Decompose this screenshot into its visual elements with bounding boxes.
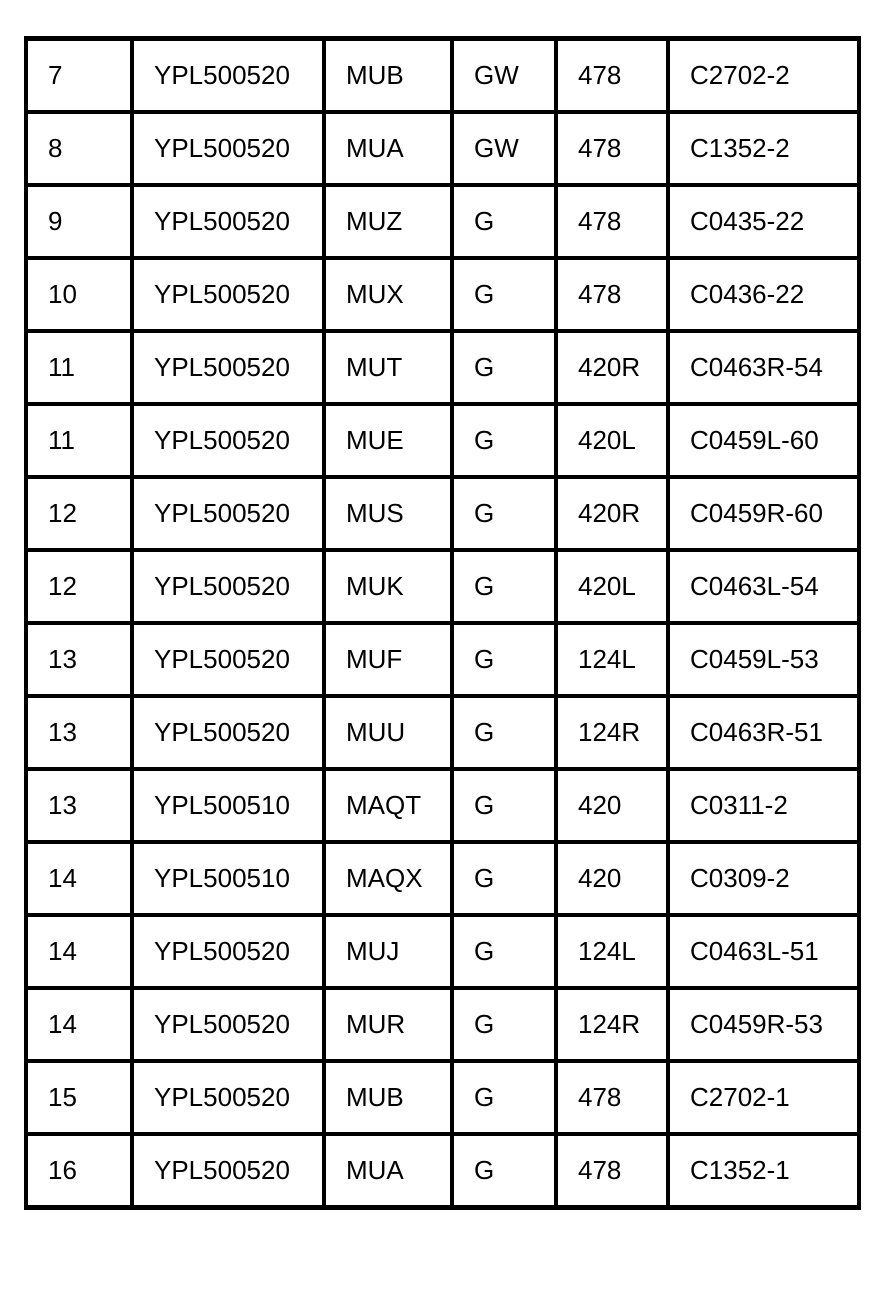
- code-cell: MUR: [324, 988, 452, 1061]
- type-cell: GW: [452, 112, 556, 185]
- table-row: [26, 550, 859, 623]
- size-cell: 124L: [556, 915, 668, 988]
- reference-cell: C0463R-54: [668, 331, 859, 404]
- part-number-cell: YPL500520: [132, 988, 324, 1061]
- row-number-cell: 8: [26, 112, 132, 185]
- reference-cell: C0463L-54: [668, 550, 859, 623]
- part-number-cell: YPL500520: [132, 258, 324, 331]
- size-cell: 420R: [556, 331, 668, 404]
- part-number-cell: YPL500520: [132, 477, 324, 550]
- reference-cell: C0435-22: [668, 185, 859, 258]
- row-number-cell: 14: [26, 915, 132, 988]
- code-cell: MUZ: [324, 185, 452, 258]
- reference-cell: C0309-2: [668, 842, 859, 915]
- reference-cell: C0459R-60: [668, 477, 859, 550]
- table-row: [26, 39, 859, 113]
- part-number-cell: YPL500520: [132, 1134, 324, 1208]
- part-number-cell: YPL500520: [132, 1061, 324, 1134]
- table-row: [26, 988, 859, 1061]
- type-cell: G: [452, 842, 556, 915]
- type-cell: G: [452, 696, 556, 769]
- type-cell: G: [452, 769, 556, 842]
- part-number-cell: YPL500520: [132, 112, 324, 185]
- table-row: [26, 112, 859, 185]
- part-number-cell: YPL500520: [132, 550, 324, 623]
- table-row: [26, 185, 859, 258]
- code-cell: MUE: [324, 404, 452, 477]
- reference-cell: C1352-1: [668, 1134, 859, 1208]
- type-cell: G: [452, 1134, 556, 1208]
- row-number-cell: 7: [26, 39, 132, 113]
- type-cell: G: [452, 331, 556, 404]
- size-cell: 478: [556, 258, 668, 331]
- reference-cell: C1352-2: [668, 112, 859, 185]
- size-cell: 478: [556, 112, 668, 185]
- size-cell: 124R: [556, 988, 668, 1061]
- table-row: [26, 1134, 859, 1208]
- size-cell: 478: [556, 1134, 668, 1208]
- table-row: [26, 477, 859, 550]
- type-cell: G: [452, 915, 556, 988]
- code-cell: MUA: [324, 112, 452, 185]
- size-cell: 420R: [556, 477, 668, 550]
- table-row: [26, 623, 859, 696]
- row-number-cell: 14: [26, 842, 132, 915]
- code-cell: MUK: [324, 550, 452, 623]
- type-cell: G: [452, 258, 556, 331]
- part-number-cell: YPL500520: [132, 915, 324, 988]
- size-cell: 420: [556, 842, 668, 915]
- code-cell: MUB: [324, 39, 452, 113]
- row-number-cell: 11: [26, 404, 132, 477]
- table-row: [26, 769, 859, 842]
- size-cell: 124L: [556, 623, 668, 696]
- part-number-cell: YPL500520: [132, 185, 324, 258]
- size-cell: 124R: [556, 696, 668, 769]
- type-cell: G: [452, 623, 556, 696]
- part-number-cell: YPL500510: [132, 769, 324, 842]
- part-number-cell: YPL500520: [132, 331, 324, 404]
- code-cell: MAQX: [324, 842, 452, 915]
- reference-cell: C0459L-53: [668, 623, 859, 696]
- part-number-cell: YPL500520: [132, 404, 324, 477]
- code-cell: MUX: [324, 258, 452, 331]
- reference-cell: C0311-2: [668, 769, 859, 842]
- size-cell: 420L: [556, 550, 668, 623]
- size-cell: 478: [556, 1061, 668, 1134]
- type-cell: GW: [452, 39, 556, 113]
- type-cell: G: [452, 988, 556, 1061]
- code-cell: MUU: [324, 696, 452, 769]
- row-number-cell: 14: [26, 988, 132, 1061]
- table-row: [26, 404, 859, 477]
- code-cell: MUT: [324, 331, 452, 404]
- code-cell: MUB: [324, 1061, 452, 1134]
- table-row: [26, 1061, 859, 1134]
- row-number-cell: 13: [26, 696, 132, 769]
- table-row: [26, 258, 859, 331]
- part-number-cell: YPL500520: [132, 696, 324, 769]
- reference-cell: C0436-22: [668, 258, 859, 331]
- row-number-cell: 13: [26, 623, 132, 696]
- row-number-cell: 12: [26, 550, 132, 623]
- size-cell: 478: [556, 185, 668, 258]
- reference-cell: C2702-2: [668, 39, 859, 113]
- row-number-cell: 9: [26, 185, 132, 258]
- reference-cell: C0459L-60: [668, 404, 859, 477]
- parts-table: [24, 36, 861, 1210]
- size-cell: 478: [556, 39, 668, 113]
- table-row: [26, 331, 859, 404]
- row-number-cell: 15: [26, 1061, 132, 1134]
- code-cell: MUF: [324, 623, 452, 696]
- reference-cell: C0463L-51: [668, 915, 859, 988]
- row-number-cell: 11: [26, 331, 132, 404]
- reference-cell: C2702-1: [668, 1061, 859, 1134]
- row-number-cell: 12: [26, 477, 132, 550]
- type-cell: G: [452, 404, 556, 477]
- part-number-cell: YPL500510: [132, 842, 324, 915]
- code-cell: MUA: [324, 1134, 452, 1208]
- part-number-cell: YPL500520: [132, 39, 324, 113]
- code-cell: MUS: [324, 477, 452, 550]
- table-row: [26, 842, 859, 915]
- row-number-cell: 10: [26, 258, 132, 331]
- table-row: [26, 915, 859, 988]
- code-cell: MUJ: [324, 915, 452, 988]
- row-number-cell: 13: [26, 769, 132, 842]
- size-cell: 420L: [556, 404, 668, 477]
- size-cell: 420: [556, 769, 668, 842]
- code-cell: MAQT: [324, 769, 452, 842]
- type-cell: G: [452, 550, 556, 623]
- reference-cell: C0463R-51: [668, 696, 859, 769]
- type-cell: G: [452, 477, 556, 550]
- parts-table-body: [26, 39, 859, 1208]
- table-row: [26, 696, 859, 769]
- type-cell: G: [452, 185, 556, 258]
- row-number-cell: 16: [26, 1134, 132, 1208]
- part-number-cell: YPL500520: [132, 623, 324, 696]
- reference-cell: C0459R-53: [668, 988, 859, 1061]
- type-cell: G: [452, 1061, 556, 1134]
